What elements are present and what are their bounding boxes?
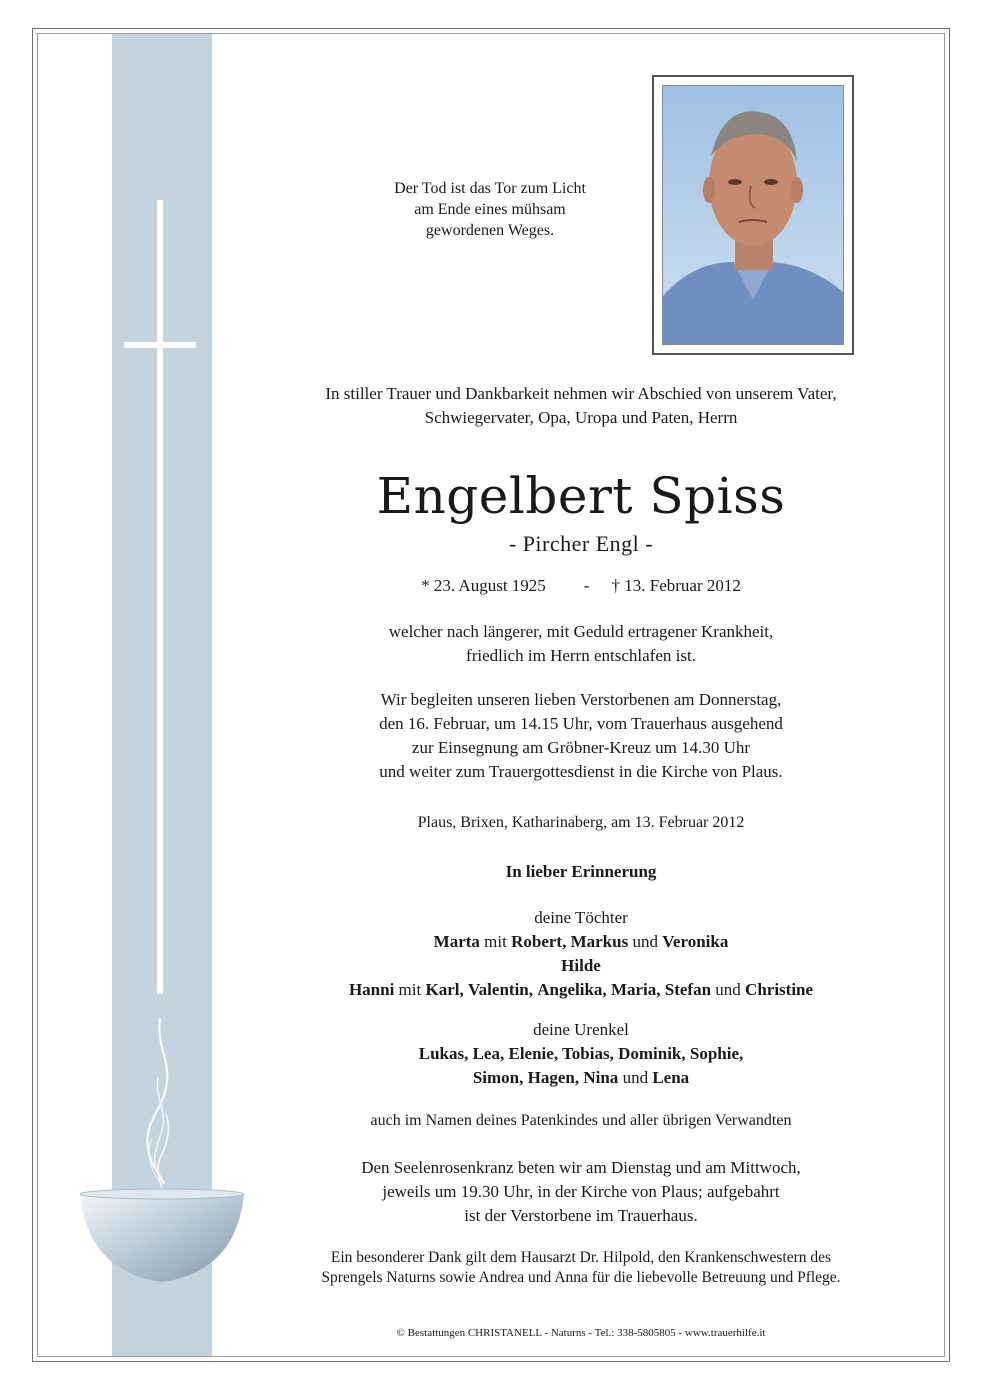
also-text: auch im Namen deines Patenkindes und aller übrigen Verwandten bbox=[370, 1112, 792, 1129]
daughter-line: Hilde bbox=[561, 956, 601, 975]
flame-icon bbox=[138, 1018, 182, 1190]
rosary-line: jeweils um 19.30 Uhr, in der Kirche von Plaus; aufgebahrt bbox=[382, 1182, 780, 1201]
greatgrandchildren-heading: deine Urenkel bbox=[533, 1020, 629, 1039]
birth-date: * 23. August 1925 bbox=[421, 576, 546, 595]
daughter-line: Hanni mit Karl, Valentin, Angelika, Maria, Stefan und Christine bbox=[348, 980, 814, 999]
memory-heading: In lieber Erinnerung bbox=[505, 862, 657, 881]
intro-text bbox=[260, 382, 902, 430]
death-date: † 13. Februar 2012 bbox=[611, 576, 741, 595]
rosary-text bbox=[260, 1156, 902, 1228]
life-dates bbox=[260, 574, 902, 598]
rosary-line: Den Seelenrosenkranz beten wir am Dienstag und am Mittwoch, bbox=[361, 1158, 801, 1177]
date-separator: - bbox=[583, 576, 590, 595]
intro-line: Schwiegervater, Opa, Uropa und Paten, Herrn bbox=[424, 408, 738, 427]
quote-line: am Ende eines mühsam bbox=[414, 201, 566, 218]
place-date: Plaus, Brixen, Katharinaberg, am 13. Februar 2012 bbox=[417, 814, 745, 831]
funeral-line: zur Einsegnung am Gröbner-Kreuz um 14.30 Uhr bbox=[411, 738, 751, 757]
funeral-line: Wir begleiten unseren lieben Verstorbenen am Donnerstag, bbox=[380, 690, 782, 709]
daughters-section bbox=[260, 906, 902, 1002]
thanks-line: Sprengels Naturns sowie Andrea und Anna für die liebevolle Betreuung und Pflege. bbox=[321, 1269, 841, 1286]
deceased-nickname: - Pircher Engl - bbox=[508, 531, 654, 556]
thanks-text bbox=[260, 1248, 902, 1288]
portrait-frame bbox=[652, 75, 854, 355]
portrait-photo bbox=[662, 85, 844, 345]
funeral-line: den 16. Februar, um 14.15 Uhr, vom Trauerhaus ausgehend bbox=[379, 714, 783, 733]
deceased-name: Engelbert Spiss bbox=[376, 467, 786, 525]
quote bbox=[360, 178, 620, 241]
greatgrandchildren-line: Simon, Hagen, Nina und Lena bbox=[472, 1068, 690, 1087]
thanks-line: Ein besonderer Dank gilt dem Hausarzt Dr. Hilpold, den Krankenschwestern des bbox=[330, 1249, 832, 1266]
footer-credit: © Bestattungen CHRISTANELL - Naturns - Tel.: 338-5805805 - www.trauerhilfe.it bbox=[396, 1327, 766, 1339]
bowl-icon bbox=[78, 1188, 246, 1284]
daughter-line: Marta mit Robert, Markus und Veronika bbox=[433, 932, 729, 951]
cross-bar bbox=[124, 342, 196, 348]
quote-line: gewordenen Weges. bbox=[425, 222, 555, 239]
intro-line: In stiller Trauer und Dankbarkeit nehmen wir Abschied von unserem Vater, bbox=[325, 384, 837, 403]
passing-line: welcher nach längerer, mit Geduld ertragener Krankheit, bbox=[388, 622, 774, 641]
passing-line: friedlich im Herrn entschlafen ist. bbox=[466, 646, 696, 665]
funeral-line: und weiter zum Trauergottesdienst in die Kirche von Plaus. bbox=[379, 762, 783, 781]
passing-text bbox=[260, 620, 902, 668]
greatgrandchildren-section bbox=[260, 1018, 902, 1090]
rosary-line: ist der Verstorbene im Trauerhaus. bbox=[464, 1206, 698, 1225]
funeral-text bbox=[260, 688, 902, 784]
greatgrandchildren-line: Lukas, Lea, Elenie, Tobias, Dominik, Sophie, bbox=[418, 1044, 744, 1063]
quote-line: Der Tod ist das Tor zum Licht bbox=[394, 180, 586, 197]
daughters-heading: deine Töchter bbox=[534, 908, 628, 927]
cross-icon bbox=[157, 200, 163, 994]
